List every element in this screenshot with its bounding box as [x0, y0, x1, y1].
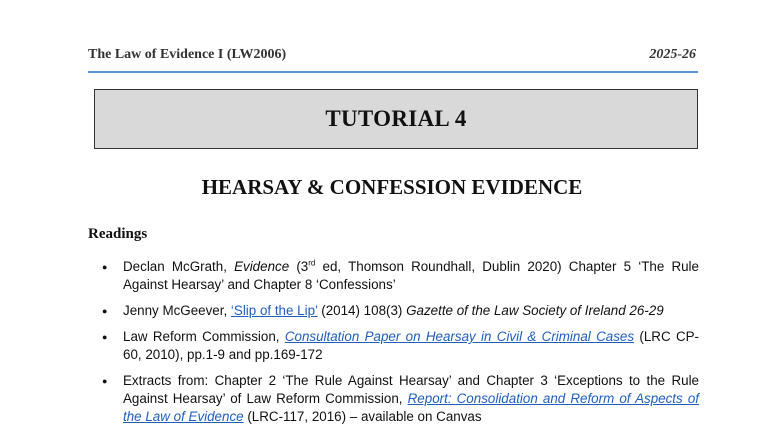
tutorial-banner: [94, 89, 698, 149]
reading-item-4: [102, 372, 699, 426]
reading-text: (3: [289, 259, 309, 274]
reading-text: (2014) 108(3): [317, 303, 407, 318]
readings-heading: Readings: [88, 226, 148, 242]
course-title: The Law of Evidence I (LW2006): [88, 47, 287, 62]
reading-item-3: [102, 328, 699, 364]
tutorial-label: TUTORIAL 4: [325, 106, 467, 131]
ordinal-suffix: rd: [308, 258, 316, 268]
reading-text: Declan McGrath,: [123, 259, 235, 274]
reading-text: Extracts from: Chapter 2 ‘The Rule Against Hearsay’ and Chapter 3 ‘Exceptions to the Rule Against Hearsay’ of Law Reform Commission,: [123, 373, 699, 406]
reading-journal: Gazette of the Law Society of Ireland 26-29: [406, 303, 664, 318]
slip-of-the-lip-link[interactable]: ‘Slip of the Lip’: [230, 303, 318, 318]
reading-book-title: Evidence: [234, 259, 290, 274]
consultation-paper-link[interactable]: Consultation Paper on Hearsay in Civil & Criminal Cases: [284, 329, 635, 344]
reading-text: Law Reform Commission,: [123, 329, 285, 344]
header-divider: [88, 71, 698, 73]
reading-text: Jenny McGeever,: [123, 303, 231, 318]
reading-item-2: [102, 302, 699, 320]
page-header: [88, 47, 696, 67]
reading-text: ed, Thomson Roundhall, Dublin 2020) Chapter 5 ‘The Rule Against Hearsay’ and Chapter 8 ‘Confessions’: [123, 259, 699, 292]
page-title: HEARSAY & CONFESSION EVIDENCE: [201, 175, 583, 199]
reading-text: (LRC-117, 2016) – available on Canvas: [243, 409, 482, 424]
academic-year: 2025-26: [649, 47, 696, 62]
readings-list: [102, 258, 699, 434]
lrc-report-link[interactable]: Report: Consolidation and Reform of Aspects of the Law of Evidence: [123, 391, 699, 424]
reading-item-1: [102, 258, 699, 294]
reading-text: (LRC CP- 60, 2010), pp.1-9 and pp.169-172: [123, 329, 699, 362]
